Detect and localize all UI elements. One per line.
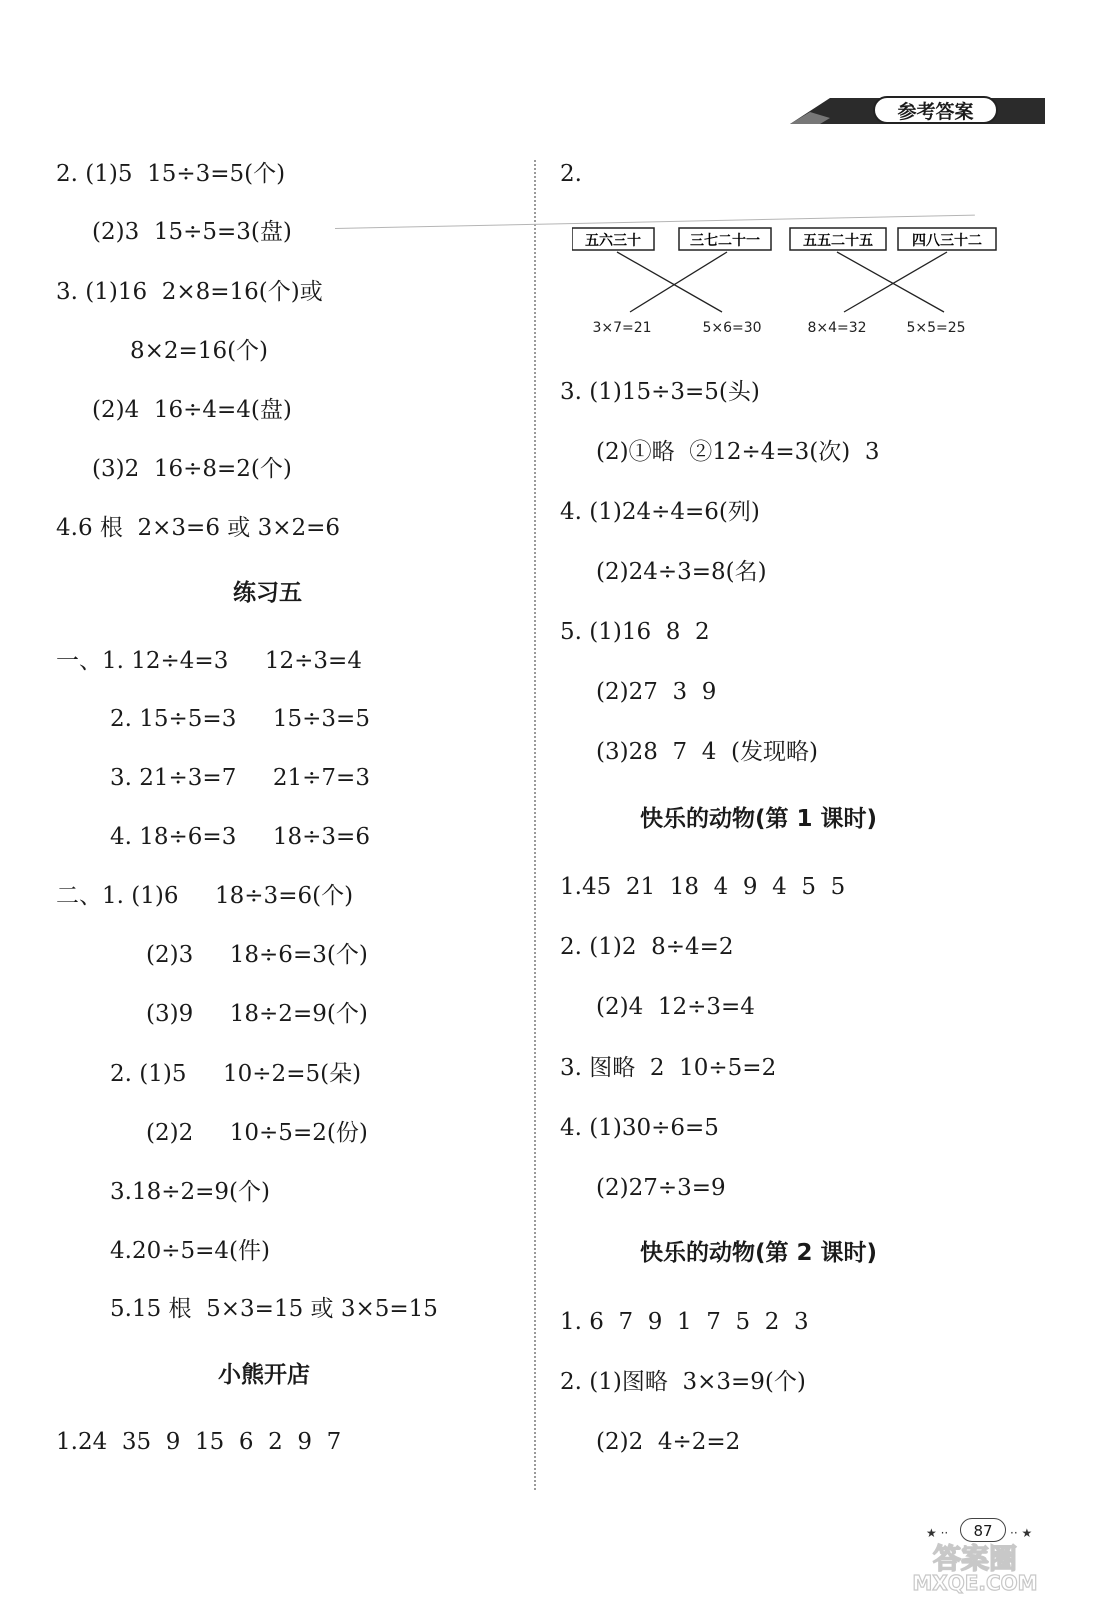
answer-line: 1.24 35 9 15 6 2 9 7 — [56, 1429, 342, 1455]
section-heading: 快乐的动物(第 2 课时) — [640, 1240, 878, 1266]
answer-line: 2. (1)图略 3×3=9(个) — [560, 1369, 806, 1395]
connector-line-1 — [617, 252, 722, 312]
diagram-boxes — [572, 228, 996, 250]
answer-line: 3. (1)16 2×8=16(个)或 — [56, 279, 323, 305]
answer-line: 2. (1)2 8÷4=2 — [560, 934, 734, 960]
diagram-label-4: 5×5=25 — [906, 320, 966, 336]
column-divider — [534, 160, 536, 1490]
section-heading: 小熊开店 — [218, 1362, 310, 1388]
answer-line: 3. (1)15÷3=5(头) — [560, 379, 760, 405]
diagram-box-text-1: 五六三十 — [585, 233, 641, 249]
answer-line: 4. 18÷6=3 18÷3=6 — [110, 824, 370, 850]
answer-line: 3. 21÷3=7 21÷7=3 — [110, 765, 370, 791]
diagram-label-1: 3×7=21 — [592, 320, 652, 336]
watermark-bottom: MXQE.COM — [912, 1571, 1038, 1594]
answer-line: 8×2=16(个) — [130, 338, 269, 364]
multiplication-matching-diagram — [572, 224, 1042, 354]
connector-line-2 — [630, 252, 727, 312]
answer-line: (2)27 3 9 — [596, 679, 717, 705]
answer-line: 1. 6 7 9 1 7 5 2 3 — [560, 1309, 809, 1335]
answer-line: 5.15 根 5×3=15 或 3×5=15 — [110, 1296, 438, 1322]
answer-line: (2)4 12÷3=4 — [596, 994, 755, 1020]
section-badge-label: 参考答案 — [873, 96, 998, 124]
answer-line: (3)2 16÷8=2(个) — [92, 456, 292, 482]
answer-line: (2)2 10÷5=2(份) — [146, 1120, 368, 1146]
answer-line: 5. (1)16 8 2 — [560, 619, 710, 645]
answer-line: 一、1. 12÷4=3 12÷3=4 — [56, 648, 362, 674]
answer-line: 1.45 21 18 4 9 4 5 5 — [560, 874, 846, 900]
connector-line-4 — [844, 252, 947, 312]
answer-line: (2)①略 ②12÷4=3(次) 3 — [596, 439, 880, 465]
answer-line: (2)3 18÷6=3(个) — [146, 942, 368, 968]
answer-line: 2. (1)5 10÷2=5(朵) — [110, 1061, 362, 1087]
section-heading: 练习五 — [233, 580, 302, 606]
answer-line: (2)4 16÷4=4(盘) — [92, 397, 292, 423]
answer-line: (2)3 15÷5=3(盘) — [92, 219, 292, 245]
diagram-box-text-3: 五五二十五 — [803, 233, 873, 249]
section-heading: 快乐的动物(第 1 课时) — [640, 806, 878, 832]
watermark-top: 答案圈 — [932, 1542, 1018, 1575]
answer-line: 3.18÷2=9(个) — [110, 1179, 270, 1205]
answer-line: 2. (1)5 15÷3=5(个) — [56, 161, 286, 187]
answer-line: (3)28 7 4 (发现略) — [596, 739, 818, 765]
answer-line: (3)9 18÷2=9(个) — [146, 1001, 368, 1027]
answer-line: 2. — [560, 161, 582, 187]
diagram-connector-lines — [617, 252, 947, 312]
diagram-label-3: 8×4=32 — [807, 320, 867, 336]
answer-line: 4.20÷5=4(件) — [110, 1238, 270, 1264]
answer-line: (2)2 4÷2=2 — [596, 1429, 741, 1455]
answer-line: 二、1. (1)6 18÷3=6(个) — [56, 883, 354, 909]
watermark-logo — [880, 1538, 1070, 1594]
page-number: 87 — [960, 1518, 1006, 1542]
answer-line: (2)24÷3=8(名) — [596, 559, 767, 585]
answer-line: 4.6 根 2×3=6 或 3×2=6 — [56, 515, 341, 541]
connector-line-3 — [837, 252, 944, 312]
diagram-label-2: 5×6=30 — [702, 320, 762, 336]
page-number-dots-right: ·· ★ — [1010, 1526, 1033, 1540]
answer-line: 4. (1)30÷6=5 — [560, 1115, 719, 1141]
answer-line: 4. (1)24÷4=6(列) — [560, 499, 760, 525]
diagram-box-text-2: 三七二十一 — [690, 233, 760, 249]
page-number-dots-left: ★ ·· — [926, 1526, 949, 1540]
answer-line: 2. 15÷5=3 15÷3=5 — [110, 706, 370, 732]
answer-line: 3. 图略 2 10÷5=2 — [560, 1055, 777, 1081]
answer-line: (2)27÷3=9 — [596, 1175, 726, 1201]
diagram-box-text-4: 四八三十二 — [912, 233, 982, 249]
